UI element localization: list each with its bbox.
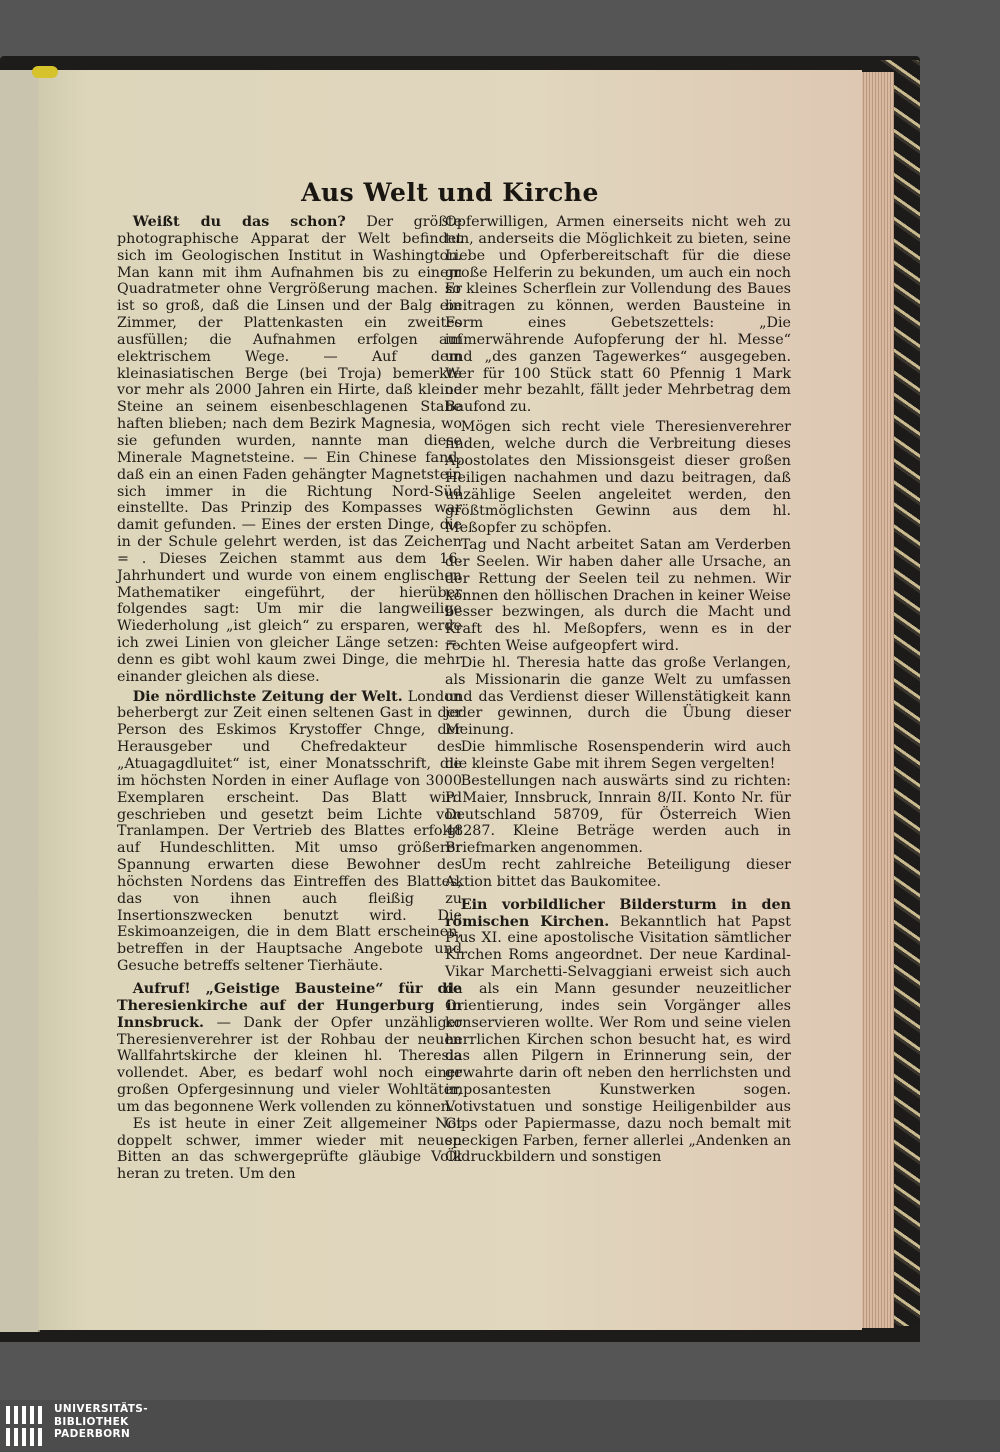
article-paragraph: [445, 419, 791, 537]
library-logo-icon: [4, 1404, 48, 1448]
footer-bar: [0, 1400, 1000, 1452]
article-body-text: Die himmlische Rosenspenderin wird auch die kleinste Gabe mit ihrem Segen vergelten!: [445, 739, 791, 772]
article-paragraph: [117, 1116, 462, 1183]
logo-line-3: PADERBORN: [54, 1428, 131, 1440]
logo-line-2: BIBLIOTHEK: [54, 1415, 129, 1428]
article-body-text: Opferwilligen, Armen einerseits nicht weh zu tun, anderseits die Möglichkeit zu bieten, seine Liebe und Opferbereitschaft für die diese große Helferin zu bekunden, um auch ein noch so kleines Scherflein zur Vollendung des Baues beitragen zu können, werden Bausteine in Form eines Gebetszettels: „Die immerwährende Aufopferung der hl. Messe“ und „des ganzen Tagewerkes“ ausgegeben. Wer für 100 Stück statt 60 Pfennig 1 Mark oder mehr bezahlt, fällt jeder Mehrbetrag dem Baufond zu.: [445, 214, 791, 416]
article-paragraph: [445, 214, 791, 416]
text-column-left: [117, 214, 462, 1183]
article-body-text: Bekanntlich hat Papst Pius XI. eine apostolische Visitation sämtlicher Kirchen Roms angeordnet. Der neue Kardinal-Vikar Marchetti-Selvaggiani erweist sich auch da als ein Mann gesunder neuzeitlicher Orientierung, indes sein Vorgänger alles konservieren wollte. Wer Rom und seine vielen herrlichen Kirchen schon besucht hat, es wird das allen Pilgern in Erinnerung sein, der gewahrte darin oft neben den herrlichsten und imposantesten Kunstwerken sogen. Votivstatuen und sonstige Heiligenbilder aus Gips oder Papiermasse, dazu noch bemalt mit speckigen Farben, ferner allerlei „Andenken an Öldruckbildern und sonstigen: [445, 913, 792, 1166]
article-body-text: — Dank der Opfer unzähliger Theresienverehrer ist der Rohbau der neuen Wallfahrtskirche der kleinen hl. Theresia vollendet. Aber, es bedarf wohl noch einer großen Opfergesinnung und vieler Wohltäter, um das begonnene Werk vollenden zu können.: [117, 1014, 462, 1115]
article-body-text: Bestellungen nach auswärts sind zu richten: P. Maier, Innsbruck, Innrain 8/II. Konto Nr. für Deutschland 58709, für Österreich Wien 48287. Kleine Beträge werden auch in Briefmarken angenommen.: [445, 772, 791, 857]
article-paragraph: [117, 689, 462, 975]
article-body-text: Um recht zahlreiche Beteiligung dieser Aktion bittet das Baukomitee.: [445, 857, 791, 890]
article-body-text: Die hl. Theresia hatte das große Verlangen, als Missionarin die ganze Welt zu umfassen und das Verdienst dieser Willenstätigkeit kann jeder gewinnen, durch die Übung dieser Meinung.: [445, 654, 791, 739]
section-title: Aus Welt und Kirche: [301, 178, 599, 207]
article-paragraph: [445, 773, 791, 857]
bookmark-ribbon: [32, 66, 58, 78]
article-paragraph: [445, 897, 791, 1167]
facing-page-edge: [0, 70, 40, 1332]
logo-line-1: UNIVERSITÄTS-: [54, 1403, 149, 1415]
article-heading: Weißt du das schon?: [132, 214, 346, 230]
article-heading: Aufruf! „Geistige Bausteine“ für die Theresienkirche auf der Hungerburg in Innsbruck.: [117, 980, 462, 1031]
book-page: [38, 70, 862, 1330]
article-paragraph: [445, 739, 791, 773]
library-logo-text: [54, 1403, 148, 1441]
article-paragraph: [445, 655, 791, 739]
article-body-text: Tag und Nacht arbeitet Satan am Verderben der Seelen. Wir haben daher alle Ursache, an der Rettung der Seelen teil zu nehmen. Wir können den höllischen Drachen in keiner Weise besser bezwingen, als durch die Macht und Kraft des hl. Meßopfers, wenn es in der rechten Weise aufgeopfert wird.: [445, 537, 791, 655]
article-body-text: Es ist heute in einer Zeit allgemeiner Not doppelt schwer, immer wieder mit neuen Bitten an das schwergeprüfte gläubige Volk heran zu treten. Um den: [117, 1115, 462, 1183]
article-body-text: Mögen sich recht viele Theresienverehrer finden, welche durch die Verbreitung dieses Apostolates den Missionsgeist dieser großen Heiligen nachahmen und dazu beitragen, daß unzählige Seelen angeleitet werden, den größtmöglichsten Gewinn aus dem hl. Meßopfer zu schöpfen.: [445, 419, 791, 537]
article-body-text: Der größte photographische Apparat der Welt befindet sich im Geologischen Institut in Washington. Man kann mit ihm Aufnahmen bis zu einem Quadratmeter ohne Vergrößerung machen. Er ist so groß, daß die Linsen und der Balg ein Zimmer, der Plattenkasten ein zweites ausfüllen; die Aufnahmen erfolgen auf elektrischem Wege. — Auf dem kleinasiatischen Berge (bei Troja) bemerkte vor mehr als 2000 Jahren ein Hirte, daß kleine Steine an seinem eisenbeschlagenen Stabe haften blieben; nach dem Bezirk Magnesia, wo sie gefunden wurden, nannte man diese Minerale Magnetsteine. — Ein Chinese fand, daß ein an einen Faden gehängter Magnetstein sich immer in die Richtung Nord-Süd einstellte. Das Prinzip des Kompasses war damit gefunden. — Eines der ersten Dinge, die in der Schule gelehrt werden, ist das Zeichen = . Dieses Zeichen stammt aus dem 16. Jahrhundert und wurde von einem englischen Mathematiker eingeführt, der hierüber folgendes sagt: Um mir die langweilige Wiederholung „ist gleich“ zu ersparen, werde ich zwei Linien von gleicher Länge setzen: =, denn es gibt wohl kaum zwei Dinge, die mehr einander gleichen als diese.: [117, 214, 462, 685]
article-heading: Ein vorbildlicher Bildersturm in den römischen Kirchen.: [445, 896, 791, 930]
text-column-right: [445, 214, 791, 1166]
article-heading: Die nördlichste Zeitung der Welt.: [132, 688, 403, 705]
article-paragraph: [117, 981, 462, 1116]
article-paragraph: [445, 537, 791, 655]
page-block-edges: [858, 72, 894, 1328]
article-body-text: London beherbergt zur Zeit einen seltenen Gast in der Person des Eskimos Krystoffer Chnge, der Herausgeber und Chefredakteur des „Atuagagdluitet“ ist, einer Monatsschrift, die im höchsten Norden in einer Auflage von 3000 Exemplaren erscheint. Das Blatt wird geschrieben und gesetzt beim Lichte von Tranlampen. Der Vertrieb des Blattes erfolgt auf Hundeschlitten. Mit umso größerer Spannung erwarten diese Bewohner des höchsten Nordens das Eintreffen des Blattes, das von ihnen auch fleißig zu Insertionszwecken benutzt wird. Die Eskimoanzeigen, die in dem Blatt erscheinen, betreffen in der Hauptsache Angebote und Gesuche betreffs seltener Tierhäute.: [117, 688, 463, 975]
article-paragraph: [117, 214, 462, 686]
article-paragraph: [445, 857, 791, 891]
